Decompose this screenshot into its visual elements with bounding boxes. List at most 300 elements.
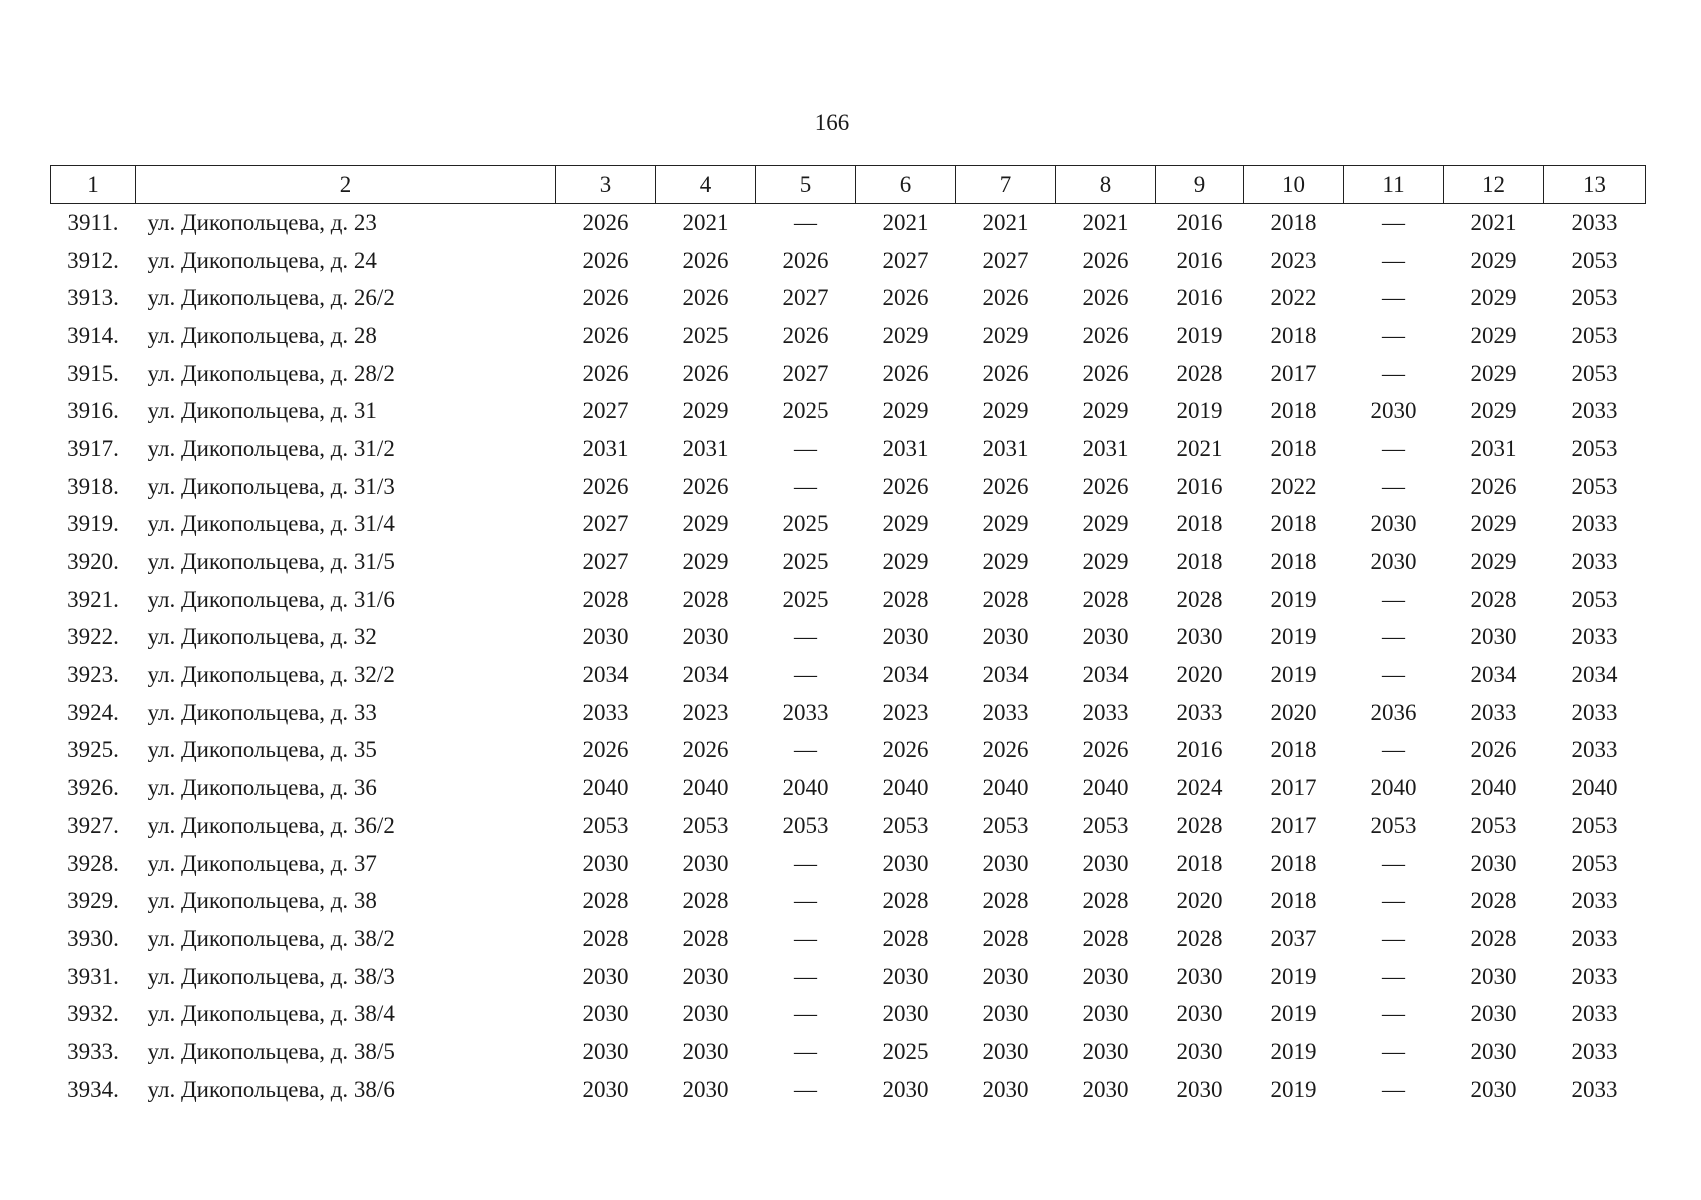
table-row xyxy=(51,995,1646,1033)
year-cell: 2026 xyxy=(682,737,729,763)
year-cell: 2026 xyxy=(582,360,629,386)
year-cell: 2053 xyxy=(1571,473,1618,499)
year-cell: 2028 xyxy=(1082,586,1129,612)
year-cell: 2053 xyxy=(1571,322,1618,348)
year-cell: 2028 xyxy=(582,925,629,951)
year-cell: 2029 xyxy=(982,549,1029,575)
year-cell: 2029 xyxy=(682,398,729,424)
year-cell: 2028 xyxy=(882,586,929,612)
year-cell: 2028 xyxy=(1176,360,1223,386)
address-cell: ул. Дикопольцева, д. 31/3 xyxy=(147,473,395,499)
table-body xyxy=(51,204,1646,1109)
year-cell: 2030 xyxy=(1370,549,1417,575)
year-cell: 2040 xyxy=(582,775,629,801)
year-cell: 2040 xyxy=(1470,775,1517,801)
page-number: 166 xyxy=(814,110,850,135)
year-cell: 2053 xyxy=(682,812,729,838)
year-cell: 2016 xyxy=(1176,247,1223,273)
column-header: 9 xyxy=(1156,166,1244,204)
year-cell: 2027 xyxy=(882,247,929,273)
row-number: 3931. xyxy=(67,963,119,989)
year-cell: 2029 xyxy=(1470,549,1517,575)
year-cell: 2018 xyxy=(1270,737,1317,763)
address-cell: ул. Дикопольцева, д. 31 xyxy=(147,398,377,424)
year-cell: 2028 xyxy=(682,586,729,612)
year-cell: — xyxy=(1382,1001,1405,1027)
header-row xyxy=(51,166,1646,204)
year-cell: 2053 xyxy=(1082,812,1129,838)
year-cell: 2034 xyxy=(1470,662,1517,688)
table-row xyxy=(51,355,1646,393)
year-cell: 2018 xyxy=(1270,511,1317,537)
year-cell: 2026 xyxy=(1082,737,1129,763)
year-cell: 2024 xyxy=(1176,775,1223,801)
year-cell: 2022 xyxy=(1270,473,1317,499)
year-cell: 2026 xyxy=(1082,322,1129,348)
year-cell: 2030 xyxy=(582,1038,629,1064)
year-cell: 2026 xyxy=(682,360,729,386)
year-cell: 2030 xyxy=(582,1076,629,1102)
year-cell: 2026 xyxy=(582,247,629,273)
year-cell: 2021 xyxy=(682,209,729,235)
year-cell: 2028 xyxy=(1470,888,1517,914)
year-cell: 2040 xyxy=(982,775,1029,801)
year-cell: 2030 xyxy=(582,963,629,989)
year-cell: 2031 xyxy=(1082,435,1129,461)
address-cell: ул. Дикопольцева, д. 38/5 xyxy=(147,1038,395,1064)
year-cell: 2033 xyxy=(1571,888,1618,914)
year-cell: 2027 xyxy=(782,360,829,386)
year-cell: 2030 xyxy=(582,624,629,650)
year-cell: 2026 xyxy=(982,737,1029,763)
year-cell: 2016 xyxy=(1176,209,1223,235)
table-row xyxy=(51,769,1646,807)
year-cell: 2021 xyxy=(882,209,929,235)
year-cell: 2053 xyxy=(1370,812,1417,838)
year-cell: 2030 xyxy=(1470,1038,1517,1064)
column-header: 4 xyxy=(656,166,756,204)
year-cell: 2030 xyxy=(982,1001,1029,1027)
year-cell: 2018 xyxy=(1270,398,1317,424)
year-cell: 2030 xyxy=(1082,1001,1129,1027)
address-cell: ул. Дикопольцева, д. 35 xyxy=(147,737,377,763)
year-cell: — xyxy=(1382,473,1405,499)
row-number: 3922. xyxy=(67,624,119,650)
year-cell: 2025 xyxy=(782,511,829,537)
table-row xyxy=(51,920,1646,958)
address-cell: ул. Дикопольцева, д. 31/4 xyxy=(147,511,395,537)
year-cell: 2029 xyxy=(1470,247,1517,273)
year-cell: 2018 xyxy=(1270,888,1317,914)
year-cell: 2019 xyxy=(1176,322,1223,348)
year-cell: 2028 xyxy=(582,586,629,612)
table-row xyxy=(51,317,1646,355)
year-cell: 2029 xyxy=(1470,285,1517,311)
table-row xyxy=(51,958,1646,996)
year-cell: 2030 xyxy=(1176,1076,1223,1102)
row-number: 3933. xyxy=(67,1038,119,1064)
year-cell: 2017 xyxy=(1270,360,1317,386)
year-cell: 2026 xyxy=(1470,737,1517,763)
year-cell: 2028 xyxy=(882,925,929,951)
table-row xyxy=(51,279,1646,317)
year-cell: 2053 xyxy=(1571,285,1618,311)
year-cell: 2026 xyxy=(1082,360,1129,386)
year-cell: 2028 xyxy=(1176,812,1223,838)
year-cell: 2016 xyxy=(1176,285,1223,311)
year-cell: 2017 xyxy=(1270,775,1317,801)
year-cell: 2027 xyxy=(782,285,829,311)
year-cell: 2031 xyxy=(982,435,1029,461)
year-cell: 2019 xyxy=(1270,662,1317,688)
year-cell: 2053 xyxy=(782,812,829,838)
address-cell: ул. Дикопольцева, д. 38/2 xyxy=(147,925,395,951)
row-number: 3924. xyxy=(67,699,119,725)
year-cell: 2026 xyxy=(882,285,929,311)
year-cell: — xyxy=(1382,888,1405,914)
year-cell: — xyxy=(794,963,817,989)
row-number: 3923. xyxy=(67,662,119,688)
year-cell: 2053 xyxy=(582,812,629,838)
schedule-table xyxy=(50,165,1646,1109)
year-cell: 2053 xyxy=(1571,812,1618,838)
year-cell: 2020 xyxy=(1176,888,1223,914)
year-cell: 2025 xyxy=(682,322,729,348)
year-cell: 2030 xyxy=(882,624,929,650)
row-number: 3918. xyxy=(67,473,119,499)
row-number: 3912. xyxy=(67,247,119,273)
year-cell: 2034 xyxy=(682,662,729,688)
year-cell: 2033 xyxy=(1571,209,1618,235)
year-cell: 2028 xyxy=(982,888,1029,914)
year-cell: 2023 xyxy=(682,699,729,725)
year-cell: 2030 xyxy=(1176,963,1223,989)
year-cell: 2040 xyxy=(682,775,729,801)
year-cell: 2028 xyxy=(982,586,1029,612)
year-cell: 2029 xyxy=(1082,398,1129,424)
year-cell: 2030 xyxy=(882,1076,929,1102)
year-cell: 2018 xyxy=(1270,435,1317,461)
year-cell: 2030 xyxy=(582,1001,629,1027)
table-row xyxy=(51,392,1646,430)
row-number: 3930. xyxy=(67,925,119,951)
year-cell: 2028 xyxy=(1082,925,1129,951)
year-cell: 2030 xyxy=(1082,850,1129,876)
row-number: 3934. xyxy=(67,1076,119,1102)
year-cell: 2023 xyxy=(1270,247,1317,273)
address-cell: ул. Дикопольцева, д. 23 xyxy=(147,209,377,235)
row-number: 3920. xyxy=(67,549,119,575)
year-cell: 2029 xyxy=(1470,511,1517,537)
year-cell: 2053 xyxy=(1571,586,1618,612)
year-cell: 2053 xyxy=(1470,812,1517,838)
year-cell: 2033 xyxy=(1571,737,1618,763)
year-cell: 2033 xyxy=(1082,699,1129,725)
year-cell: 2026 xyxy=(1470,473,1517,499)
table-header xyxy=(51,166,1646,204)
year-cell: 2030 xyxy=(982,963,1029,989)
year-cell: 2030 xyxy=(1470,1076,1517,1102)
year-cell: 2030 xyxy=(1470,850,1517,876)
year-cell: 2016 xyxy=(1176,473,1223,499)
year-cell: 2017 xyxy=(1270,812,1317,838)
year-cell: 2029 xyxy=(982,398,1029,424)
address-cell: ул. Дикопольцева, д. 31/2 xyxy=(147,435,395,461)
year-cell: 2029 xyxy=(1082,511,1129,537)
year-cell: 2025 xyxy=(782,586,829,612)
row-number: 3913. xyxy=(67,285,119,311)
year-cell: — xyxy=(1382,925,1405,951)
year-cell: 2026 xyxy=(882,737,929,763)
year-cell: 2022 xyxy=(1270,285,1317,311)
year-cell: 2030 xyxy=(1082,1038,1129,1064)
year-cell: 2029 xyxy=(1082,549,1129,575)
year-cell: 2034 xyxy=(1082,662,1129,688)
year-cell: 2026 xyxy=(582,473,629,499)
year-cell: 2018 xyxy=(1270,549,1317,575)
year-cell: 2030 xyxy=(1176,1038,1223,1064)
year-cell: 2033 xyxy=(1571,963,1618,989)
table-row xyxy=(51,845,1646,883)
row-number: 3911. xyxy=(67,209,119,235)
year-cell: 2028 xyxy=(1082,888,1129,914)
year-cell: 2053 xyxy=(1571,435,1618,461)
year-cell: 2026 xyxy=(982,285,1029,311)
year-cell: 2033 xyxy=(1571,1076,1618,1102)
year-cell: 2030 xyxy=(1082,624,1129,650)
address-cell: ул. Дикопольцева, д. 24 xyxy=(147,247,377,273)
year-cell: 2028 xyxy=(1176,925,1223,951)
year-cell: 2026 xyxy=(582,322,629,348)
year-cell: 2028 xyxy=(582,888,629,914)
year-cell: 2026 xyxy=(582,285,629,311)
address-cell: ул. Дикопольцева, д. 32 xyxy=(147,624,377,650)
year-cell: 2028 xyxy=(1470,925,1517,951)
year-cell: 2029 xyxy=(1470,398,1517,424)
year-cell: 2030 xyxy=(682,624,729,650)
year-cell: 2027 xyxy=(582,549,629,575)
table-row xyxy=(51,656,1646,694)
year-cell: — xyxy=(1382,1076,1405,1102)
year-cell: 2028 xyxy=(682,888,729,914)
year-cell: 2029 xyxy=(882,511,929,537)
column-header: 1 xyxy=(51,166,136,204)
year-cell: 2029 xyxy=(982,322,1029,348)
year-cell: 2033 xyxy=(1571,925,1618,951)
year-cell: 2030 xyxy=(882,850,929,876)
year-cell: 2034 xyxy=(1571,662,1618,688)
table-row xyxy=(51,204,1646,242)
address-cell: ул. Дикопольцева, д. 38/3 xyxy=(147,963,395,989)
address-cell: ул. Дикопольцева, д. 38 xyxy=(147,888,377,914)
year-cell: 2033 xyxy=(982,699,1029,725)
column-header: 2 xyxy=(136,166,556,204)
year-cell: 2018 xyxy=(1176,549,1223,575)
year-cell: 2034 xyxy=(582,662,629,688)
address-cell: ул. Дикопольцева, д. 33 xyxy=(147,699,377,725)
year-cell: 2023 xyxy=(882,699,929,725)
year-cell: 2033 xyxy=(1176,699,1223,725)
year-cell: 2033 xyxy=(1470,699,1517,725)
year-cell: 2030 xyxy=(582,850,629,876)
address-cell: ул. Дикопольцева, д. 36 xyxy=(147,775,377,801)
year-cell: 2027 xyxy=(982,247,1029,273)
year-cell: 2053 xyxy=(1571,247,1618,273)
year-cell: 2026 xyxy=(982,473,1029,499)
year-cell: 2019 xyxy=(1270,624,1317,650)
year-cell: — xyxy=(1382,209,1405,235)
year-cell: 2030 xyxy=(882,963,929,989)
year-cell: — xyxy=(1382,247,1405,273)
row-number: 3932. xyxy=(67,1001,119,1027)
year-cell: 2036 xyxy=(1370,699,1417,725)
table-row xyxy=(51,732,1646,770)
year-cell: 2026 xyxy=(682,247,729,273)
column-header: 7 xyxy=(956,166,1056,204)
year-cell: 2030 xyxy=(982,624,1029,650)
year-cell: 2037 xyxy=(1270,925,1317,951)
address-cell: ул. Дикопольцева, д. 28 xyxy=(147,322,377,348)
year-cell: 2029 xyxy=(882,322,929,348)
year-cell: 2031 xyxy=(682,435,729,461)
year-cell: 2030 xyxy=(982,1038,1029,1064)
year-cell: 2034 xyxy=(982,662,1029,688)
year-cell: — xyxy=(794,1076,817,1102)
year-cell: 2030 xyxy=(1370,511,1417,537)
table-row xyxy=(51,430,1646,468)
year-cell: — xyxy=(794,662,817,688)
year-cell: — xyxy=(794,624,817,650)
year-cell: 2053 xyxy=(882,812,929,838)
year-cell: — xyxy=(794,888,817,914)
row-number: 3916. xyxy=(67,398,119,424)
address-cell: ул. Дикопольцева, д. 38/6 xyxy=(147,1076,395,1102)
address-cell: ул. Дикопольцева, д. 28/2 xyxy=(147,360,395,386)
year-cell: 2029 xyxy=(682,549,729,575)
year-cell: 2030 xyxy=(1082,963,1129,989)
row-number: 3928. xyxy=(67,850,119,876)
column-header: 5 xyxy=(756,166,856,204)
year-cell: 2027 xyxy=(582,511,629,537)
table-row xyxy=(51,694,1646,732)
year-cell: 2030 xyxy=(882,1001,929,1027)
year-cell: 2026 xyxy=(582,209,629,235)
year-cell: 2030 xyxy=(1176,624,1223,650)
row-number: 3914. xyxy=(67,322,119,348)
column-header: 13 xyxy=(1544,166,1646,204)
year-cell: 2028 xyxy=(882,888,929,914)
year-cell: 2018 xyxy=(1176,850,1223,876)
year-cell: 2030 xyxy=(682,850,729,876)
year-cell: 2026 xyxy=(1082,285,1129,311)
year-cell: 2026 xyxy=(782,322,829,348)
year-cell: 2040 xyxy=(782,775,829,801)
year-cell: — xyxy=(794,1038,817,1064)
table-row xyxy=(51,1071,1646,1109)
year-cell: 2033 xyxy=(1571,1001,1618,1027)
column-header: 10 xyxy=(1244,166,1344,204)
year-cell: 2019 xyxy=(1270,1001,1317,1027)
year-cell: 2018 xyxy=(1270,322,1317,348)
year-cell: 2026 xyxy=(882,360,929,386)
column-header: 12 xyxy=(1444,166,1544,204)
row-number: 3926. xyxy=(67,775,119,801)
year-cell: — xyxy=(1382,850,1405,876)
table-row xyxy=(51,543,1646,581)
year-cell: 2028 xyxy=(1470,586,1517,612)
year-cell: 2026 xyxy=(682,285,729,311)
year-cell: 2030 xyxy=(982,1076,1029,1102)
year-cell: 2026 xyxy=(1082,247,1129,273)
row-number: 3919. xyxy=(67,511,119,537)
year-cell: — xyxy=(794,209,817,235)
row-number: 3921. xyxy=(67,586,119,612)
column-header: 8 xyxy=(1056,166,1156,204)
year-cell: 2053 xyxy=(982,812,1029,838)
year-cell: 2020 xyxy=(1176,662,1223,688)
year-cell: 2033 xyxy=(1571,549,1618,575)
year-cell: 2033 xyxy=(782,699,829,725)
year-cell: 2029 xyxy=(682,511,729,537)
row-number: 3917. xyxy=(67,435,119,461)
address-cell: ул. Дикопольцева, д. 38/4 xyxy=(147,1001,395,1027)
year-cell: 2025 xyxy=(782,398,829,424)
address-cell: ул. Дикопольцева, д. 31/5 xyxy=(147,549,395,575)
year-cell: 2029 xyxy=(1470,322,1517,348)
year-cell: — xyxy=(1382,435,1405,461)
year-cell: 2021 xyxy=(1082,209,1129,235)
year-cell: 2019 xyxy=(1270,963,1317,989)
year-cell: 2033 xyxy=(1571,398,1618,424)
year-cell: 2019 xyxy=(1176,398,1223,424)
year-cell: — xyxy=(794,737,817,763)
table-row xyxy=(51,807,1646,845)
year-cell: — xyxy=(794,435,817,461)
year-cell: 2034 xyxy=(882,662,929,688)
year-cell: 2040 xyxy=(882,775,929,801)
year-cell: 2040 xyxy=(1370,775,1417,801)
year-cell: — xyxy=(1382,662,1405,688)
year-cell: 2030 xyxy=(1082,1076,1129,1102)
year-cell: 2033 xyxy=(1571,1038,1618,1064)
year-cell: — xyxy=(794,473,817,499)
year-cell: 2016 xyxy=(1176,737,1223,763)
year-cell: — xyxy=(1382,322,1405,348)
year-cell: 2018 xyxy=(1270,850,1317,876)
year-cell: — xyxy=(1382,586,1405,612)
year-cell: 2030 xyxy=(1176,1001,1223,1027)
year-cell: 2019 xyxy=(1270,1076,1317,1102)
row-number: 3915. xyxy=(67,360,119,386)
year-cell: 2026 xyxy=(882,473,929,499)
year-cell: 2033 xyxy=(1571,624,1618,650)
year-cell: 2026 xyxy=(582,737,629,763)
address-cell: ул. Дикопольцева, д. 36/2 xyxy=(147,812,395,838)
year-cell: — xyxy=(794,850,817,876)
table-row xyxy=(51,1033,1646,1071)
column-header: 11 xyxy=(1344,166,1444,204)
year-cell: 2033 xyxy=(1571,511,1618,537)
year-cell: 2028 xyxy=(982,925,1029,951)
year-cell: 2030 xyxy=(682,1001,729,1027)
year-cell: 2028 xyxy=(682,925,729,951)
year-cell: 2026 xyxy=(982,360,1029,386)
year-cell: 2019 xyxy=(1270,586,1317,612)
year-cell: 2029 xyxy=(882,398,929,424)
year-cell: 2030 xyxy=(682,963,729,989)
year-cell: 2033 xyxy=(1571,699,1618,725)
address-cell: ул. Дикопольцева, д. 26/2 xyxy=(147,285,395,311)
